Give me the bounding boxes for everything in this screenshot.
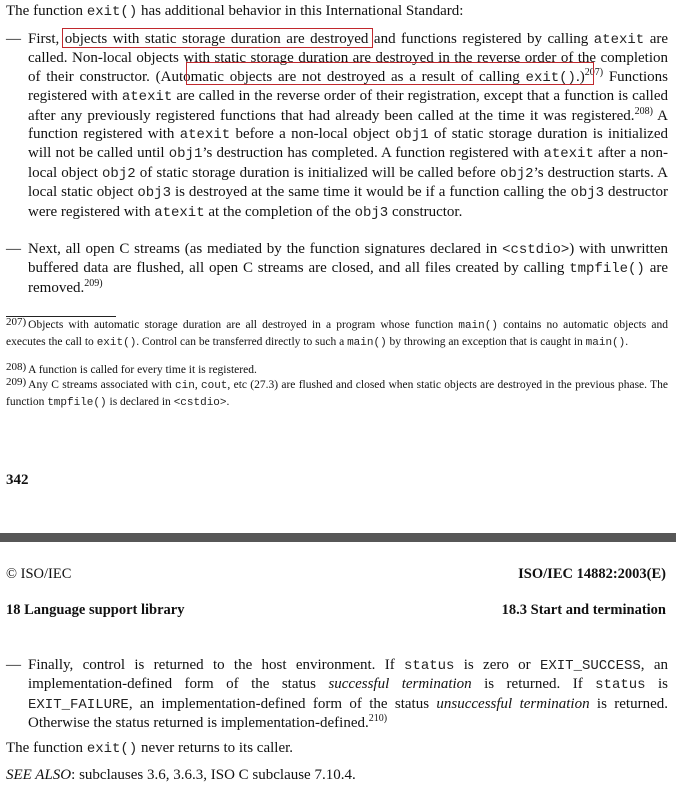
list-item-finally (6, 656, 668, 733)
footnote-number: 207) (6, 316, 27, 328)
intro-paragraph (6, 2, 668, 21)
page-break-separator (0, 533, 676, 542)
list-item-body: Finally, control is returned to the host environment. If status is zero or EXIT_SUCCESS, an implementation-defined form of the status successful termination is returned. If status is EXIT_FAILURE, an implementation-defined form of the status unsuccessful termination is returned. Otherwise the status returned is implementation-defined.$^{210)}$ (28, 657, 669, 732)
footnote-207: 207) Objects with automatic storage duration are all destroyed in a program whose function main() contains no automatic objects and executes the call to exit(). Control can be transferred directly to such a main() by throwing an exception that is caught in main(). (6, 316, 668, 349)
code-atexit: atexit (154, 204, 205, 221)
footnote-number: 208) (6, 361, 27, 373)
footnote-ref-208[interactable]: 208) (634, 105, 653, 117)
see-also-label: SEE ALSO (6, 767, 72, 783)
footnote-ref-209[interactable]: 209) (84, 277, 103, 289)
never-returns-paragraph: The function exit() never returns to its caller. (6, 740, 294, 757)
section-subclause-title: 18.3 Start and termination (501, 602, 666, 618)
list-item-body: Next, all open C streams (as mediated by the function signatures declared in <cstdio>) with unwritten buffered data are flushed, all open C streams are closed, and all files created by calling tmpfile() are removed.$^{209)}$ (28, 241, 668, 296)
code-tmpfile: tmpfile() (569, 261, 645, 278)
see-also-references[interactable]: : subclauses 3.6, 3.6.3, ISO C subclause 7.10.4. (71, 767, 356, 783)
code-atexit: atexit (543, 146, 594, 163)
footnote-ref-210[interactable]: 210) (368, 713, 388, 725)
term-unsuccessful-termination: unsuccessful termination (436, 695, 590, 712)
footnote-number: 209) (6, 376, 27, 388)
header-copyright: © ISO/IEC (6, 566, 72, 582)
footnote-ref-207[interactable]: 207) (584, 66, 604, 78)
code-obj1: obj1 (168, 146, 203, 163)
code-obj2: obj2 (102, 165, 136, 182)
highlighted-phrase-static-destroyed: objects with static storage duration are destroyed (64, 31, 369, 47)
code-exit: exit() (86, 741, 138, 757)
code-obj1: obj1 (395, 127, 429, 144)
code-cstdio: <cstdio> (502, 242, 570, 258)
term-successful-termination: successful termination (328, 676, 472, 693)
footnote-208: 208) A function is called for every time it is registered. (6, 361, 257, 376)
em-dash-bullet: — (6, 241, 21, 257)
see-also-paragraph (6, 766, 668, 784)
list-item-first (6, 30, 668, 222)
code-obj3: obj3 (137, 185, 171, 202)
code-status: status (404, 658, 455, 674)
code-status: status (595, 677, 646, 694)
code-atexit: atexit (121, 89, 173, 106)
highlighted-phrase-automatic: (Automatic objects are not destroyed as a result of calling exit() (155, 68, 576, 86)
code-exit-success: EXIT_SUCCESS (539, 658, 641, 674)
em-dash-bullet: — (6, 31, 21, 47)
em-dash-bullet: — (6, 657, 21, 673)
code-atexit: atexit (179, 127, 231, 144)
code-exit-failure: EXIT_FAILURE (28, 696, 129, 713)
code-exit: exit() (525, 69, 576, 86)
code-obj3: obj3 (570, 185, 605, 202)
list-item-body: First, objects with static storage duration are destroyed and functions registered by calling atexit are called. Non-local objects with static storage duration are destroyed in the reverse order of the completion of their constructor. (Automatic objects are not destroyed as a result of calling exit().)$^{207)}$ Functions registered with atexit are called in the reverse order of their registration, except that a function is called after any previously registered functions that had already been called at the time it was registered.$^{208)}$ A function registered with atexit before a non-local object obj1 of static storage duration is initialized will not be called until obj1’s destruction has completed. A function registered with atexit after a non-local object obj2 of static storage duration is initialized will be called before obj2’s destruction starts. A local static object obj3 is destroyed at the same time it would be if a function calling the obj3 destructor were registered with atexit at the completion of the obj3 constructor. (28, 31, 669, 221)
code-obj2: obj2 (499, 165, 534, 182)
code-atexit: atexit (593, 32, 645, 48)
section-chapter-title: 18 Language support library (6, 602, 185, 618)
page-number: 342 (6, 472, 29, 488)
intro-text: The function (6, 3, 87, 19)
list-item-next (6, 240, 668, 297)
footnote-209: 209) Any C streams associated with cin, cout, etc (27.3) are flushed and closed when static objects are destroyed in the previous phase. The function tmpfile() is declared in <cstdio>. (6, 376, 669, 409)
intro-text-end: has additional behavior in this International Standard: (137, 3, 464, 19)
code-obj3: obj3 (354, 204, 389, 221)
header-standard-id: ISO/IEC 14882:2003(E) (518, 566, 666, 582)
code-exit: exit() (86, 4, 138, 20)
